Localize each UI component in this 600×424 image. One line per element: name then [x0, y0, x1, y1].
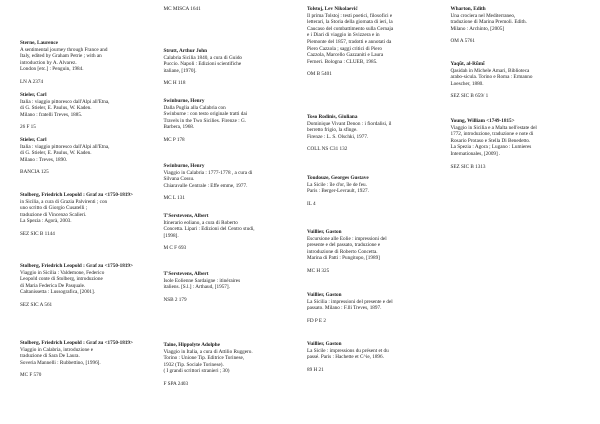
catalogue-entry [164, 6, 300, 13]
entry-shelfmark: SEZ SIC B 659/ 1 [450, 93, 489, 100]
entry-author: T'Serstevens, Albert [163, 213, 209, 219]
entry-author: Stieler, Carl [20, 137, 47, 143]
entry-shelfmark: SEZ SIC B 1144 [20, 230, 55, 237]
catalogue-column-2 [164, 0, 308, 424]
catalogue-entry [164, 271, 300, 303]
entry-author: T'Serstevens, Albert [163, 271, 209, 277]
entry-shelfmark: FD P E 2 [307, 317, 326, 324]
entry-description: La Sicile : impressions du présent et du passé. Paris : Hachette et C^ie, 1896. [307, 347, 389, 361]
catalogue-entry [307, 175, 443, 207]
entry-description: Il prima Tolstoj : testi poetici, filosofici e letterari, la Storia della giornata di ieri, la Caucaso del combattimento sulla Cernaja e i Diari di viaggio in Svizzera e in Piemonte del 1857, tradotti e annotati da Piero Cazzola ; saggi critici di Piero Cazzola, Marcello Gazzaniti e Laura Ferneri. Bologna : CLUEB, 1985. [307, 12, 394, 65]
catalogue-entry [307, 6, 443, 78]
entry-shelfmark: 89 H 21 [307, 366, 324, 373]
entry-author: Stolberg, Friedrich Leopold : Graf zu <1750-1819> [20, 192, 133, 198]
entry-shelfmark: MC MISCA 1641 [163, 6, 201, 12]
entry-description: Viaggio in Sicilia : Valdemone, Federico Leopold conte di Stolberg, introduzione di Maria Federica De Pasquale. Caltanissetta : Lussografica, [2001]. [20, 269, 105, 296]
entry-author: Swinburne, Henry [163, 163, 205, 169]
entry-description: Dominique Vivant Denon : i fiordalisi, il berretto frigio, la sfinge. Firenze : L. S. Olschki, 1977. [307, 120, 392, 140]
entry-description: Escursione alle Eolie : impressioni del presente e del passato, traduzione e introduzione di Roberto Concetta. Marina di Patti : Pungitopo, [1989] [307, 235, 387, 262]
entry-shelfmark: 26 F 15 [20, 124, 36, 131]
entry-shelfmark: LN A 2374 [20, 78, 44, 85]
catalogue-entry [20, 137, 156, 176]
catalogue-entry [20, 40, 156, 86]
entry-author: Vuillier, Gaston [307, 341, 342, 347]
entry-description: Italia : viaggio pittoresco dall'Alpi all'Etna, di G. Stieler, E. Paulus, W. Kaden. Milano : fratelli Treves, 1885. [20, 98, 110, 118]
entry-author: Strutt, Arthur John [163, 48, 208, 54]
entry-shelfmark: IL 4 [307, 200, 316, 207]
entry-description: in Sicilia, a cura di Grazia Palvirenti ; con uno scritto di Giorgio Cusatelli ; traduzione di Vincenzo Scalieri. La Spezia : Agorà, 2003. [20, 198, 108, 225]
entry-description: Isole Eolienne Sardaigne : itinéraires italiens. [S.l.] : Arthaud, [1957]. [163, 277, 241, 291]
catalogue-entry [164, 98, 300, 144]
entry-author: Taine, Hippolyte Adolphe [163, 342, 220, 348]
catalogue-column-1 [20, 0, 164, 424]
catalogue-column-3 [307, 0, 451, 424]
entry-description: Viaggio in Sicilia e a Malta nell'estate del 1772, introduzione, traduzione e note di Rosario Protaso e Stella Di Benedetto. La Spezia : Agora ; Lugano : Lumieres Internationales, [2009] . [450, 124, 537, 157]
catalogue-entry [164, 163, 300, 202]
entry-shelfmark: OM B 5401 [307, 71, 332, 78]
entry-author: Yaqūt, al-Rūmī [450, 61, 485, 67]
entry-shelfmark: MC F 570 [20, 372, 42, 379]
entry-description: Viaggio in Italia, a cura di Attilio Ruggero. Torino : Unione Tip. Editrice Torinese, 1932 (Tip. Sociale Torinese). ( I grandi scrittori stranieri ; 30) [163, 348, 253, 375]
catalogue-column-4 [451, 0, 595, 424]
entry-shelfmark: MC H 118 [163, 80, 186, 87]
entry-author: Stolberg, Friedrich Leopold : Graf zu <1750-1819> [20, 263, 133, 269]
entry-description: Italia : viaggio pittoresco dall'Alpi all'Etna, di G. Stieler, E. Paulus, W. Kaden. Milano : Treves, 1890. [20, 143, 110, 163]
entry-shelfmark: MC H 325 [307, 267, 330, 274]
catalogue-entry [307, 292, 443, 324]
entry-author: Vuillier, Gaston [307, 292, 342, 298]
catalogue-entry [164, 213, 300, 252]
catalogue-entry [451, 61, 587, 100]
entry-author: Sterne, Laurence [20, 40, 58, 46]
entry-author: Stolberg, Friedrich Leopold : Graf zu <1750-1819> [20, 340, 133, 346]
entry-author: Vuillier, Gaston [307, 229, 342, 235]
catalogue-entry [20, 340, 156, 379]
entry-author: Young, William <1749-1815> [450, 118, 515, 124]
entry-shelfmark: BANCIA 125 [20, 169, 49, 176]
catalogue-entry [20, 192, 156, 238]
entry-description: Dalla Puglia alla Calabria con Swinburne : con testo originale tratti dai Travels in the Two Sicilies. Firenze : G. Barbera, 1968. [163, 104, 248, 131]
entry-shelfmark: COLL NS C31 132 [307, 146, 348, 153]
catalogue-entry [451, 6, 587, 45]
catalogue-entry [307, 114, 443, 153]
catalogue-entry [164, 342, 300, 388]
entry-shelfmark: SEZ SIC B 1313 [450, 163, 486, 170]
entry-author: Swinburne, Henry [163, 98, 205, 104]
catalogue-entry [307, 229, 443, 275]
entry-description: Viaggio in Calabria : 1777-1778 , a cura di Silvana Cossu. Chiaravalle Centrale : Effe emme, 1977. [163, 169, 253, 189]
entry-shelfmark: M C F 693 [163, 245, 187, 252]
entry-author: Stieler, Carl [20, 92, 47, 98]
entry-shelfmark: MC L 131 [163, 195, 185, 202]
entry-author: Toso Rodinis, Giuliana [307, 114, 358, 120]
catalogue-entry [20, 92, 156, 131]
catalogue-entry [20, 263, 156, 309]
entry-shelfmark: OM A 5761 [450, 38, 475, 45]
entry-description: Qasidah in Michele Amari, Biblioteca arabo-sicula. Torino e Roma : Ermanno Loescher, 1880. [450, 67, 533, 87]
entry-description: La Sicilia : impressioni del presente e del passato. Milano : F.lli Treves, 1897. [307, 298, 393, 312]
entry-shelfmark: SEZ SIC A 561 [20, 301, 53, 308]
entry-shelfmark: F SPA 2403 [163, 380, 189, 387]
catalogue-entry [307, 341, 443, 373]
entry-shelfmark: MC P 178 [163, 136, 185, 143]
catalogue-entry [164, 48, 300, 87]
entry-author: Toudouze, Georges Gustave [307, 175, 369, 181]
entry-author: Tolstoj, Lev Nikolaevič [307, 6, 358, 12]
catalogue-entry [451, 118, 587, 170]
entry-description: La Sicile : île d'or, île de feu. Paris : Berger-Levrault, 1927. [307, 181, 369, 195]
entry-description: Calabria Sicilia 1840, a cura di Guido Puccio. Napoli : Edizioni scientifiche italiane, [1970]. [163, 54, 243, 74]
entry-description: Itinerario eoliano, a cura di Roberto Concetta. Lipari : Edizioni del Centro studi, [1998]. [163, 219, 255, 239]
entry-author: Wharton, Edith [450, 6, 486, 12]
entry-description: Viaggio in Calabria, introduzione e traduzione di Sara De Laura. Soveria Mannelli : Rubbettino, [1996]. [20, 346, 101, 366]
entry-description: A sentimental journey through France and Italy, edited by Graham Petrie ; with an introduction by A. Alvarez. London [etc.] : Penguin, 1984. [20, 46, 108, 73]
entry-description: Una crociera nel Mediterraneo, traduzione di Marina Premoli. Edith. Milano : Archinto, [2005] [450, 12, 527, 32]
entry-shelfmark: NSB 2 179 [163, 296, 187, 303]
